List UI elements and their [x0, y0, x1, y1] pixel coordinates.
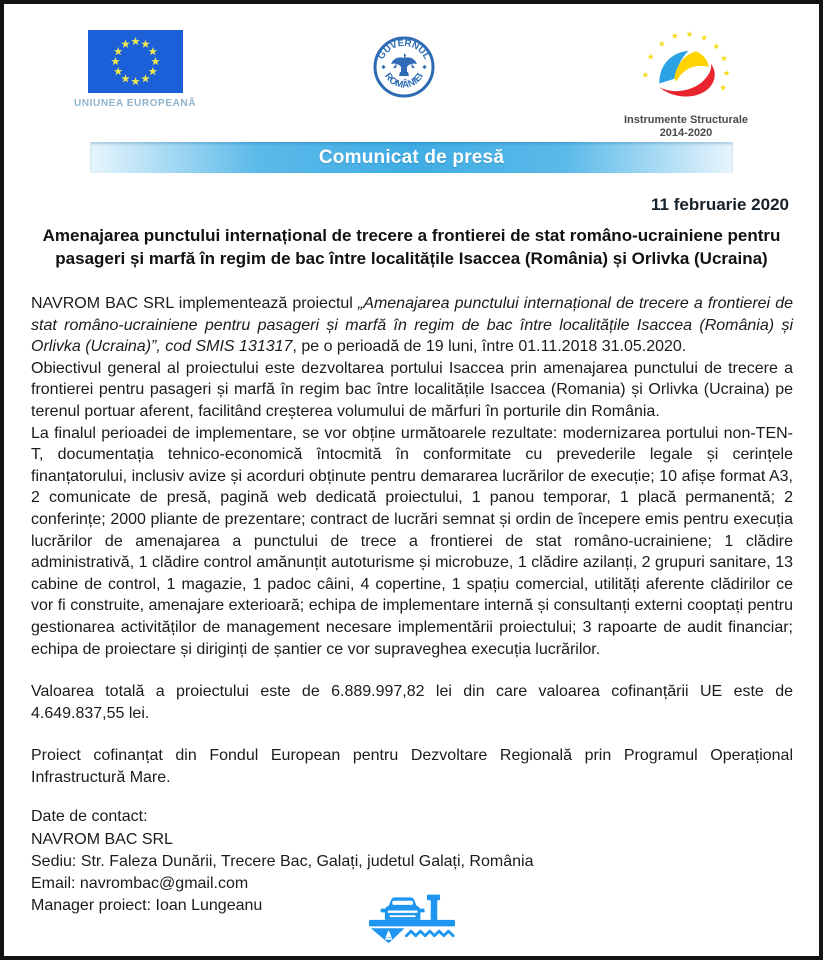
banner-title: Comunicat de presă — [318, 146, 505, 168]
gov-seal-top-text: GUVERNUL — [375, 37, 432, 62]
p1-project-name-italic: „Amenajarea punctului internațional de trecere a frontierei de stat româno-ucrainiene pentru pasageri și marfă în regim de bac între localitățile Isaccea (România) și Orlivka (Ucraina)”, cod SMIS 131317 — [31, 295, 794, 356]
contact-email: Email: navrombac@gmail.com — [31, 875, 249, 893]
romanian-government-seal-icon — [373, 36, 435, 98]
coat-of-arms-eagle — [391, 53, 417, 76]
eu-flag-icon — [88, 30, 183, 93]
header-logos-row — [4, 4, 819, 139]
car-ferry-crossing-icon — [362, 889, 462, 947]
gov-seal-bottom-text: ROMÂNIEI — [381, 70, 426, 91]
gov-logo-block — [373, 30, 435, 98]
contact-address: Sediu: Str. Faleza Dunării, Trecere Bac, Galați, judetul Galați, România — [31, 852, 534, 870]
release-date: 11 februarie 2020 — [651, 195, 789, 214]
ferry-icon-wrap — [362, 889, 462, 952]
contact-heading: Date de contact: — [31, 808, 148, 826]
water-waves — [406, 931, 453, 936]
paragraph-project-intro — [31, 293, 793, 358]
paragraph-results: La finalul perioadei de implementare, se vor obține următoarele rezultate: modernizarea portului non-TEN-T, documentația tehnico-economică întocmită în conformitate cu prevederile legale și cerințele finanțatorului, inclusiv avize și acorduri obținute pentru demararea lucrărilor de execuție; 10 afișe format A3, 2 comunicate de presă, pagină web dedicată proiectului, 1 panou temporar, 1 placă permanentă; 2 conferințe; 2000 pliante de prezentare; contract de lucrări semnat și ordin de începere emis pentru execuția lucrărilor de amenajarea a punctului de trece a frontierei de stat româno-ucrainiene; 1 clădire administrativă, 1 clădire control amănunțit autoturisme și microbuze, 1 clădire azilanți, 2 grupuri sanitare, 13 cabine de control, 1 magazie, 1 padoc câini, 4 copertine, 1 spațiu comercial, utilități aferente clădirilor ce vor fi construite, amenajare exterioară; echipa de implementare internă și consultanți externi cooptați pentru gestionarea activităților de management necesare implementării proiectului; 3 rapoarte de audit financiar; echipa de proiectare și diriginți de șantier ce vor supraveghea execuția lucrărilor. — [31, 424, 793, 658]
instrumente-structurale-logo-icon — [611, 30, 761, 112]
p1-suffix: , pe o perioadă de 19 luni, între 01.11.2018 31.05.2020. — [292, 338, 687, 356]
document-title: Amenajarea punctului internațional de trecere a frontierei de stat româno-ucrainiene pentru pasageri și marfă în regim de bac între localitățile Isaccea (România) și Orlivka (Ucraina) — [42, 226, 781, 268]
contact-manager: Manager proiect: Ioan Lungeanu — [31, 897, 263, 915]
paragraph-cofinancing: Proiect cofinanțat din Fondul European pentru Dezvoltare Regională prin Programul Operațional Infrastructură Mare. — [31, 747, 793, 786]
contact-company: NAVROM BAC SRL — [31, 830, 173, 848]
paragraph-objective: Obiectivul general al proiectului este dezvoltarea portului Isaccea prin amenajarea punctului de trecere a frontierei pentru pasageri și marfă în regim bac între localitățile Isaccea (Romania) și Orlivka (Ucraina) pe terenul portuar aferent, facilitând creșterea volumului de mărfuri în porturile din România. — [31, 359, 793, 420]
press-release-banner — [90, 142, 733, 173]
structural-logo-block — [611, 30, 761, 140]
paragraph-total-value: Valoarea totală a proiectului este de 6.889.997,82 lei din care valoarea cofinanțării UE este de 4.649.837,55 lei. — [31, 683, 793, 722]
structural-caption-line2: 2014-2020 — [659, 127, 713, 139]
p1-prefix: NAVROM BAC SRL implementează proiectul — [31, 295, 358, 312]
structural-logo-caption — [624, 114, 748, 140]
body-text — [31, 293, 793, 917]
eu-logo-caption: UNIUNEA EUROPEANĂ — [74, 98, 197, 109]
eu-logo-block — [74, 30, 196, 109]
structural-caption-line1: Instrumente Structurale — [623, 114, 749, 126]
